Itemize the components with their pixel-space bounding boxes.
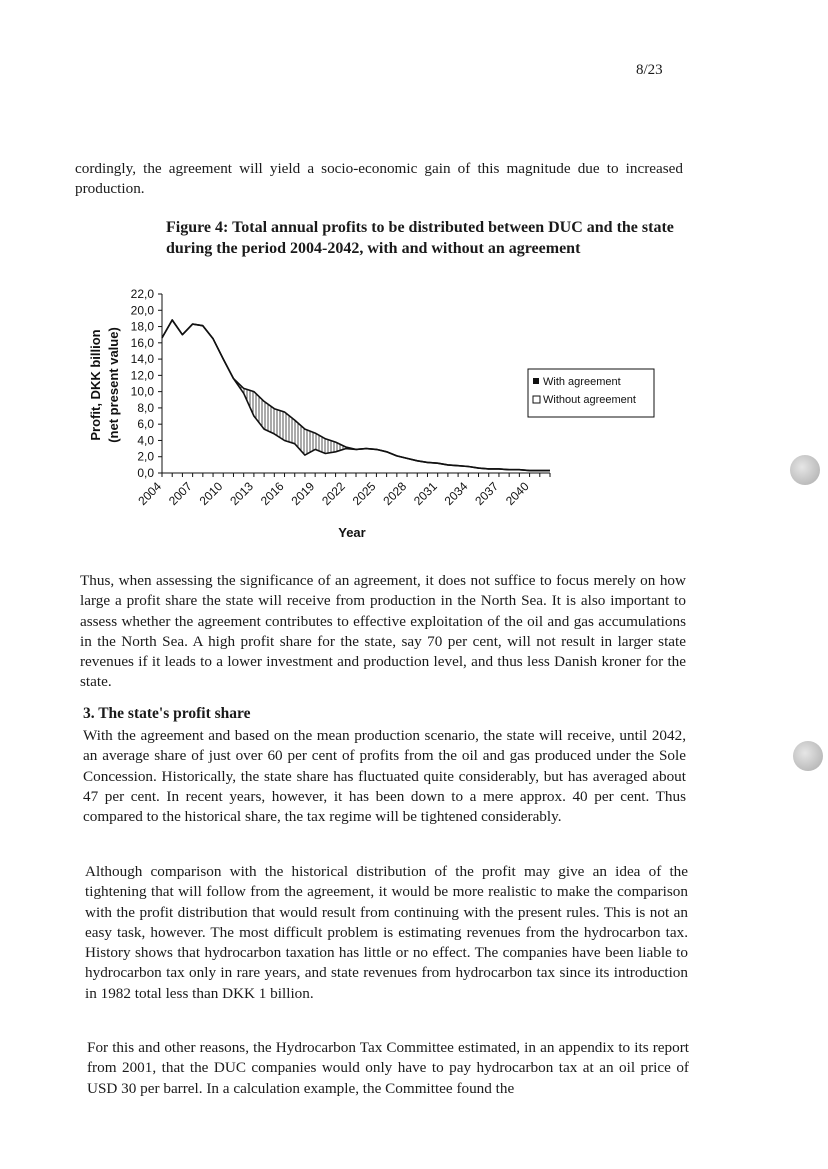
x-tick-label: 2016 bbox=[257, 479, 287, 509]
paragraph-state-share: With the agreement and based on the mean production scenario, the state will receive, until 2042, an average share of just over 60 per cent of profits from the oil and gas produced under the Sole Concession. Historically, the state share has fluctuated quite considerably, but has averaged about 47 per cent. In recent years, however, it has been down to a mere approx. 40 per cent. Thus compared to the historical share, the tax regime will be tightened considerably. bbox=[83, 727, 686, 826]
profit-chart bbox=[0, 280, 828, 580]
y-tick-label: 4,0 bbox=[137, 433, 154, 448]
y-axis-subtitle: (net present value) bbox=[106, 327, 121, 443]
y-tick-label: 2,0 bbox=[137, 449, 154, 464]
legend-swatch-with-agreement bbox=[533, 378, 539, 384]
x-tick-label: 2022 bbox=[319, 479, 348, 509]
y-tick-label: 6,0 bbox=[137, 417, 154, 432]
paragraph-comparison: Although comparison with the historical distribution of the profit may give an idea of the tightening that will follow from the agreement, it would be more realistic to make the comparison with the profit distribution that would result from continuing with the present rules. This is not an easy task, however. The most difficult problem is estimating revenues from the hydrocarbon tax. History shows that hydrocarbon taxation has little or no effect. The companies have been liable to hydrocarbon tax only in rare years, and state revenues from hydrocarbon tax since its introduction in 1982 total less than DKK 1 billion. bbox=[85, 863, 688, 1002]
x-tick-label: 2031 bbox=[411, 479, 440, 509]
figure-title: Figure 4: Total annual profits to be distributed between DUC and the state during the period 2004-2042, with and without an agreement bbox=[166, 219, 674, 257]
legend-label-without-agreement: Without agreement bbox=[543, 394, 636, 406]
paragraph-hydrocarbon-tax: For this and other reasons, the Hydrocarbon Tax Committee estimated, in an appendix to its report from 2001, that the DUC companies would only have to pay hydrocarbon tax at an oil price of USD 30 per barrel. In a calculation example, the Committee found the bbox=[87, 1039, 689, 1097]
section-heading: 3. The state's profit share bbox=[83, 705, 251, 722]
legend-label-with-agreement: With agreement bbox=[543, 376, 621, 388]
y-axis-title: Profit, DKK billion bbox=[88, 329, 103, 441]
x-tick-label: 2040 bbox=[502, 479, 532, 509]
x-tick-label: 2010 bbox=[196, 479, 226, 509]
y-tick-label: 20,0 bbox=[130, 303, 154, 318]
x-tick-label: 2007 bbox=[165, 479, 195, 509]
y-tick-label: 22,0 bbox=[130, 287, 154, 301]
x-tick-label: 2025 bbox=[349, 479, 379, 509]
paragraph-intro-continuation: cordingly, the agreement will yield a socio-economic gain of this magnitude due to increased production. bbox=[75, 160, 683, 198]
series-line-with-agreement bbox=[162, 320, 550, 471]
legend-swatch-without-agreement bbox=[533, 396, 540, 403]
binder-hole bbox=[793, 741, 823, 771]
series-line-without-agreement bbox=[162, 320, 550, 471]
binder-hole bbox=[790, 455, 820, 485]
paragraph-assessment: Thus, when assessing the significance of an agreement, it does not suffice to focus merely on how large a profit share the state will receive from production in the North Sea. It is also important to assess whether the agreement contributes to effective exploitation of the oil and gas accumulations in the North Sea. A high profit share for the state, say 70 per cent, will not result in larger state revenues if it leads to a lower investment and production level, and thus less Danish kroner for the state. bbox=[80, 572, 686, 691]
x-axis-title: Year bbox=[338, 525, 366, 540]
x-tick-label: 2004 bbox=[135, 479, 165, 509]
x-tick-label: 2037 bbox=[472, 479, 502, 509]
x-tick-label: 2019 bbox=[288, 479, 318, 509]
y-tick-label: 0,0 bbox=[137, 466, 154, 480]
page-number: 8/23 bbox=[636, 62, 663, 78]
y-tick-label: 18,0 bbox=[130, 319, 154, 334]
y-tick-label: 14,0 bbox=[130, 352, 154, 367]
x-tick-label: 2028 bbox=[380, 479, 410, 509]
x-tick-label: 2013 bbox=[227, 479, 257, 509]
x-tick-label: 2034 bbox=[441, 479, 471, 509]
y-tick-label: 16,0 bbox=[130, 335, 154, 350]
y-tick-label: 10,0 bbox=[130, 384, 154, 399]
y-tick-label: 8,0 bbox=[137, 400, 154, 415]
y-tick-label: 12,0 bbox=[130, 368, 154, 383]
difference-hatch-area bbox=[162, 320, 550, 471]
